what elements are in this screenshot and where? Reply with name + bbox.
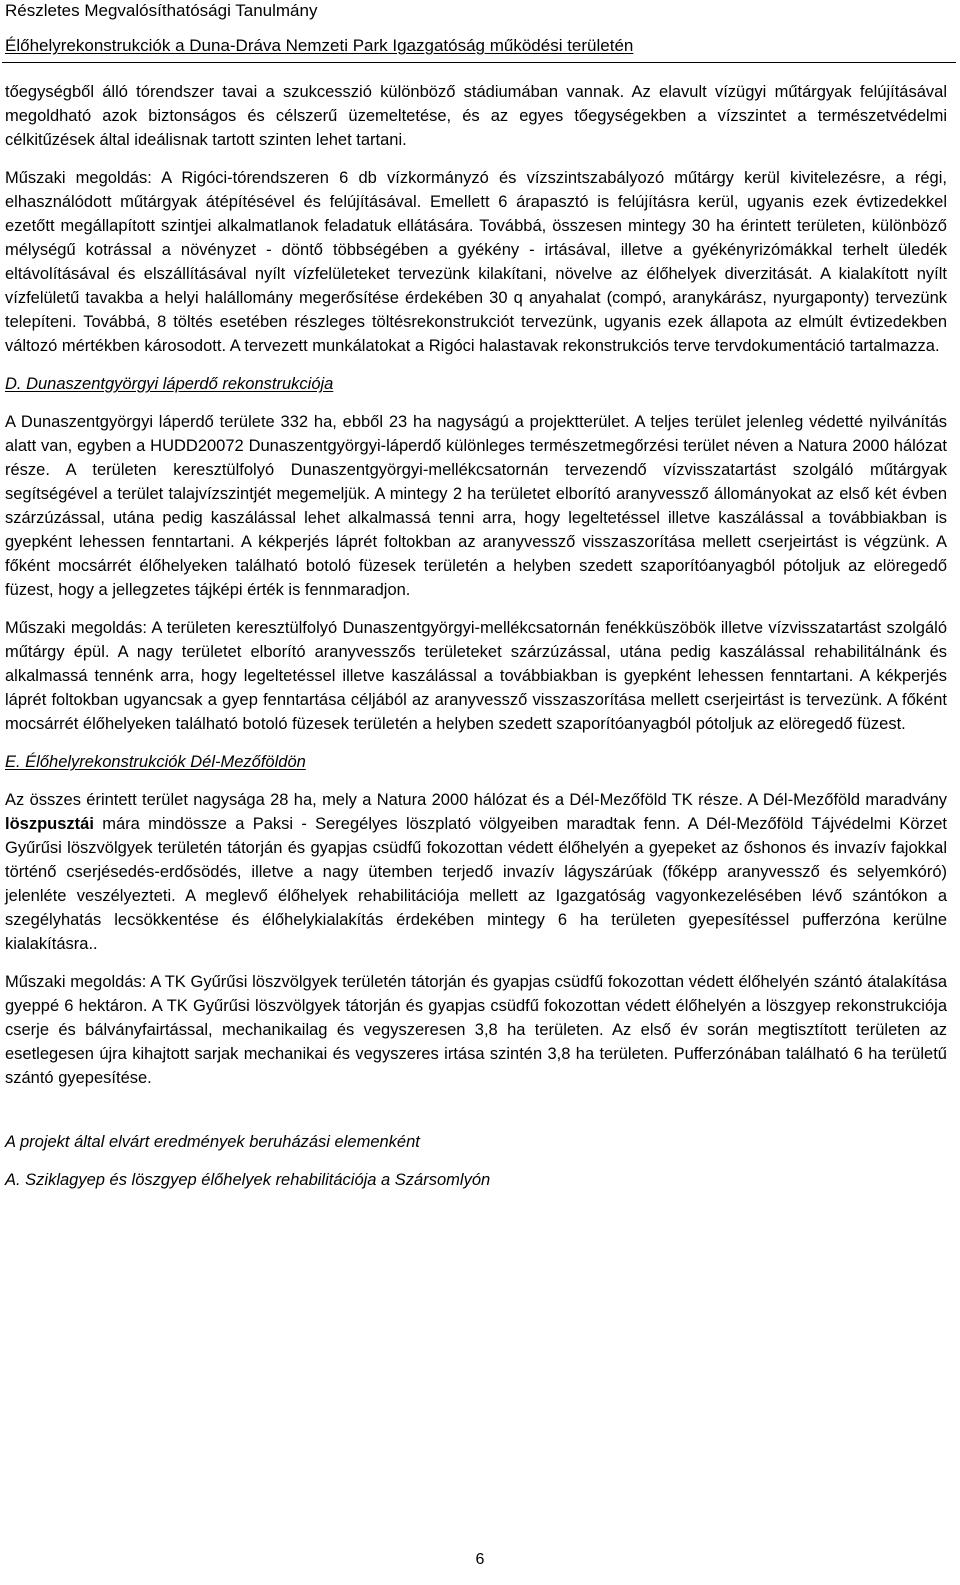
paragraph-del-mezofold-start: Az összes érintett terület nagysága 28 ha, mely a Natura 2000 hálózat és a Dél-Mezőföld TK része. A Dél-Mezőföld maradvány <box>5 791 947 809</box>
paragraph-dunaszentgyorgy-technical: Műszaki megoldás: A területen keresztülfolyó Dunaszentgyörgyi-mellékcsatornán fenékküszöbök illetve vízvisszatartást szolgáló műtárgy épül. A nagy területet elborító aranyvesszős területeket szárzúzással, utána pedig kaszálással rehabilitálnánk és alkalmassá tennénk arra, hogy legeltetéssel illetve kaszálással a továbbiakban is gyepként lehessen fenntartani. A kékperjés láprét foltokban ugyancsak a gyep fenntartása céljából az aranyvessző visszaszorítása mellett cserjeirtást is tervezünk. A főként mocsárrét élőhelyeken található botoló füzesek területén a helyben szedett szaporítóanyagból pótoljuk az elöregedő füzest. <box>5 619 947 733</box>
bold-term-loszpusztai: löszpusztái <box>5 815 94 833</box>
paragraph-rigoci-technical-first: Műszaki megoldás: A Rigóci-tórendszeren 6 db vízkormányzó és vízszintszabályozó műtárgy kerül kivitelezésre, a régi, elhasználódott műtárgyak átépítésével és felújításával. <box>5 169 947 211</box>
section-heading-results: A projekt által elvárt eredmények beruházási elemenként <box>5 1133 420 1151</box>
paragraph-del-mezofold-end: mára mindössze a Paksi - Seregélyes löszplató völgyeiben maradtak fenn. A Dél-Mezőföld Tájvédelmi Körzet Gyűrűsi löszvölgyek területén tátorján és gyapjas csüdfű fokozottan védett élőhelyén a gyepeket az őshonos és invazív fajokkal történő cserjésedés-erdősödés, illetve a nagy ütemben terjedő invazív lágyszárúak (főképp aranyvessző és selyemkóró) jelenléte veszélyezteti. A meglevő élőhelyek rehabilitációja mellett az Igazgatóság vagyonkezelésében lévő szántókon a szegélyhatás lecsökkentése és élőhelykialakítás érdekében mintegy 6 ha területen gyepesítéssel pufferzóna kerülne kialakításra.. <box>5 815 947 953</box>
paragraph-intro: tőegységből álló tórendszer tavai a szukcesszió különböző stádiumában vannak. Az elavult vízügyi műtárgyak felújításával megoldható azok biztonságos és célszerű üzemeltetése, és az egyes tőegységekben a vízszintet a természetvédelmi célkitűzések által ideálisnak tartott szinten lehet tartani. <box>5 83 947 149</box>
paragraph-del-mezofold-technical: Műszaki megoldás: A TK Gyűrűsi löszvölgyek területén tátorján és gyapjas csüdfű fokozottan védett élőhelyén szántó átalakítása gyeppé 6 hektáron. A TK Gyűrűsi löszvölgyek tátorján és gyapjas csüdfű fokozottan védett élőhelyén a löszgyep rekonstrukciója cserje és bálványfairtással, mechanikailag és vegyszeresen 3,8 ha területen. Az első év során megtisztított területen az esetlegesen újra kihajtott sarjak mechanikai és vegyszeres irtása szintén 3,8 ha területen. Pufferzónában található 6 ha területű szántó gyepesítése. <box>5 973 947 1087</box>
page-number: 6 <box>475 1551 485 1568</box>
document-body <box>5 80 947 1192</box>
section-heading-d: D. Dunaszentgyörgyi láperdő rekonstrukciója <box>5 375 334 393</box>
paragraph-rigoci-technical-rest: Emellett 6 árapasztó is felújításra kerül, ugyanis ezek évtizedekkel ezetőtt megállapított szintjei alkalmatlanok feladatuk ellátására. Továbbá, összesen mintegy 30 ha érintett területen, különböző mélységű kotrással a növényzet - döntő többségében a gyékény - irtásával, illetve a gyékényrizómákkal terhelt üledék eltávolításával és elszállításával nyílt vízfelületeket tervezünk kilakítani, növelve az élőhelyek diverzitását. A kialakított nyílt vízfelületű tavakba a helyi halállomány megerősítése érdekében 30 q anyahalat (compó, aranykárász, nyurgaponty) tervezünk telepíteni. Továbbá, 8 töltés esetében részleges töltésrekonstrukciót tervezünk, ugyanis ezek állapota az elmúlt évtizedekben változó mértékben károsodott. A tervezett munkálatokat a Rigóci halastavak rekonstrukciós terve tervdokumentáció tartalmazza. <box>5 193 947 355</box>
paragraph-dunaszentgyorgy: A Dunaszentgyörgyi láperdő területe 332 ha, ebből 23 ha nagyságú a projektterület. A teljes terület jelenleg védetté nyilvánítás alatt van, egyben a HUDD20072 Dunaszentgyörgyi-láperdő különleges természetmegőrzési terület néven a Natura 2000 hálózat része. A területen keresztülfolyó Dunaszentgyörgyi-mellékcsatornán tervezendő vízvisszatartást szolgáló műtárgyak segítségével a terület talajvízszintjét megemeljük. A mintegy 2 ha területet elborító aranyvessző állományokat az első két évben szárzúzással, utána pedig kaszálással lehet alkalmassá tenni arra, hogy legeltetéssel illetve kaszálással a továbbiakban is gyepként lehessen fenntartani. A kékperjés láprét foltokban az aranyvessző visszaszorítása mellett cserjeirtást is végzünk. A főként mocsárrét élőhelyeken található botoló füzesek területén a helyben szedett szaporítóanyagból pótoljuk az elöregedő füzest, hogy a jellegzetes tájképi érték is fennmaradjon. <box>5 413 947 599</box>
paragraph-del-mezofold <box>5 788 947 956</box>
header-subtitle: Élőhelyrekonstrukciók a Duna-Dráva Nemzeti Park Igazgatóság működési területén <box>5 36 634 55</box>
section-heading-a: A. Sziklagyep és löszgyep élőhelyek rehabilitációja a Szársomlyón <box>5 1171 491 1189</box>
header-divider <box>2 62 956 63</box>
header-title: Részletes Megvalósíthatósági Tanulmány <box>5 1 318 20</box>
paragraph-rigoci-technical <box>5 166 947 358</box>
section-heading-e: E. Élőhelyrekonstrukciók Dél-Mezőföldön <box>5 753 306 771</box>
